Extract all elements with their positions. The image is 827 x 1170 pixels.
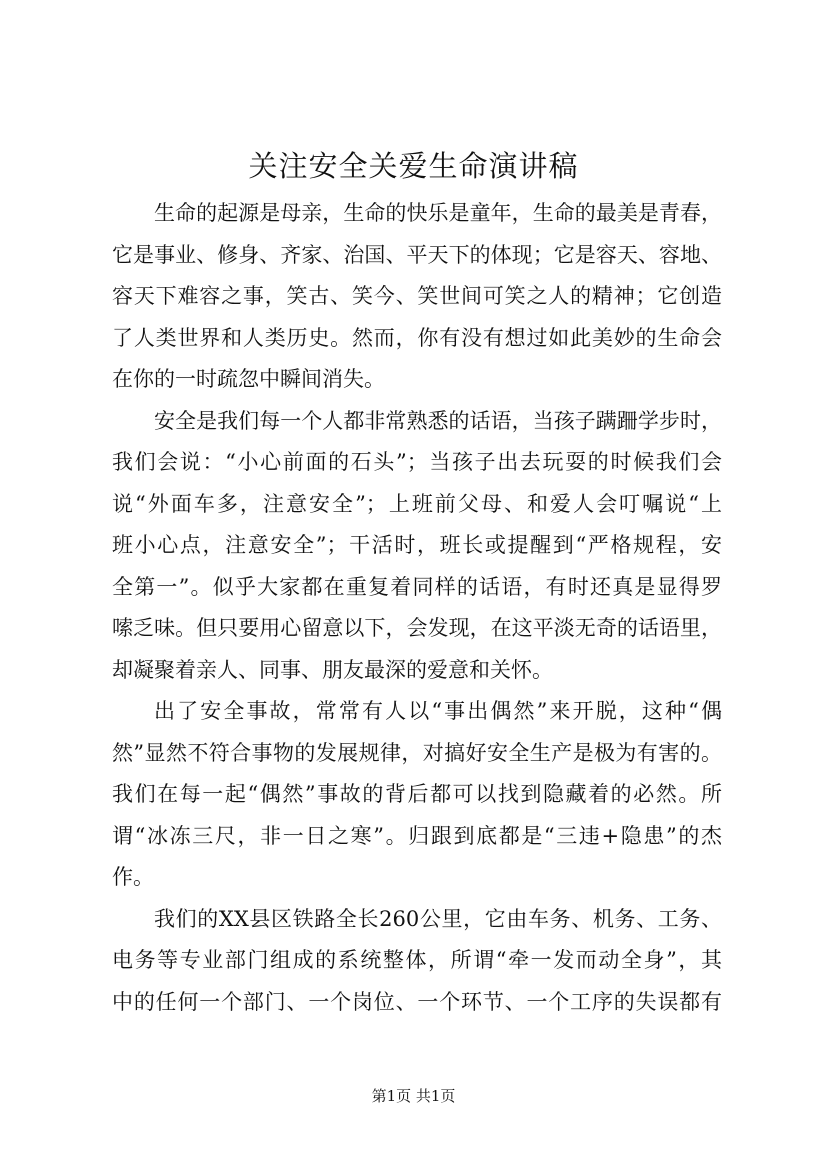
- page-footer: 第1页 共1页: [371, 1087, 456, 1105]
- body-line: 生命的起源是母亲，生命的快乐是童年，生命的最美是青春，: [154, 201, 722, 225]
- body-line: 容天下难容之事，笑古、笑今、笑世间可笑之人的精神；它创造: [112, 284, 722, 308]
- body-line: 说“外面车多，注意安全”；上班前父母、和爱人会叮嘱说“上: [112, 491, 722, 516]
- body-line: 却凝聚着亲人、同事、朋友最深的爱意和关怀。: [112, 657, 553, 682]
- body-line: 安全是我们每一个人都非常熟悉的话语，当孩子蹒跚学步时，: [154, 408, 722, 433]
- body-line: 出了安全事故，常常有人以“事出偶然”来开脱，这种“偶: [154, 699, 722, 723]
- body-line: 了人类世界和人类历史。然而，你有没有想过如此美妙的生命会: [112, 325, 722, 350]
- body-line: 班小心点，注意安全”；干活时，班长或提醒到“严格规程，安: [112, 533, 722, 557]
- body-line: 全第一”。似乎大家都在重复着同样的话语，有时还真是显得罗: [112, 574, 722, 599]
- body-line: 在你的一时疏忽中瞬间消失。: [112, 367, 385, 391]
- body-line: 谓“冰冻三尺，非一日之寒”。归跟到底都是“三违+隐患”的杰: [112, 823, 722, 848]
- document-body: [112, 193, 722, 1023]
- body-line: 我们在每一起“偶然”事故的背后都可以找到隐藏着的必然。所: [112, 782, 722, 806]
- body-line: 电务等专业部门组成的系统整体，所谓“牵一发而动全身”，其: [112, 948, 722, 972]
- body-line: 我们的XX县区铁路全长260公里，它由车务、机务、工务、: [154, 906, 722, 931]
- body-line: 我们会说：“小心前面的石头”；当孩子出去玩耍的时候我们会: [112, 450, 722, 474]
- body-line: 作。: [112, 865, 154, 889]
- document-title: 关注安全关爱生命演讲稿: [248, 149, 579, 183]
- body-line: 它是事业、修身、齐家、治国、平天下的体现；它是容天、容地、: [112, 242, 722, 267]
- body-line: 中的任何一个部门、一个岗位、一个环节、一个工序的失误都有: [112, 989, 722, 1014]
- body-line: 然”显然不符合事物的发展规律，对搞好安全生产是极为有害的。: [112, 740, 722, 765]
- body-line: 嗦乏味。但只要用心留意以下，会发现，在这平淡无奇的话语里，: [112, 616, 722, 640]
